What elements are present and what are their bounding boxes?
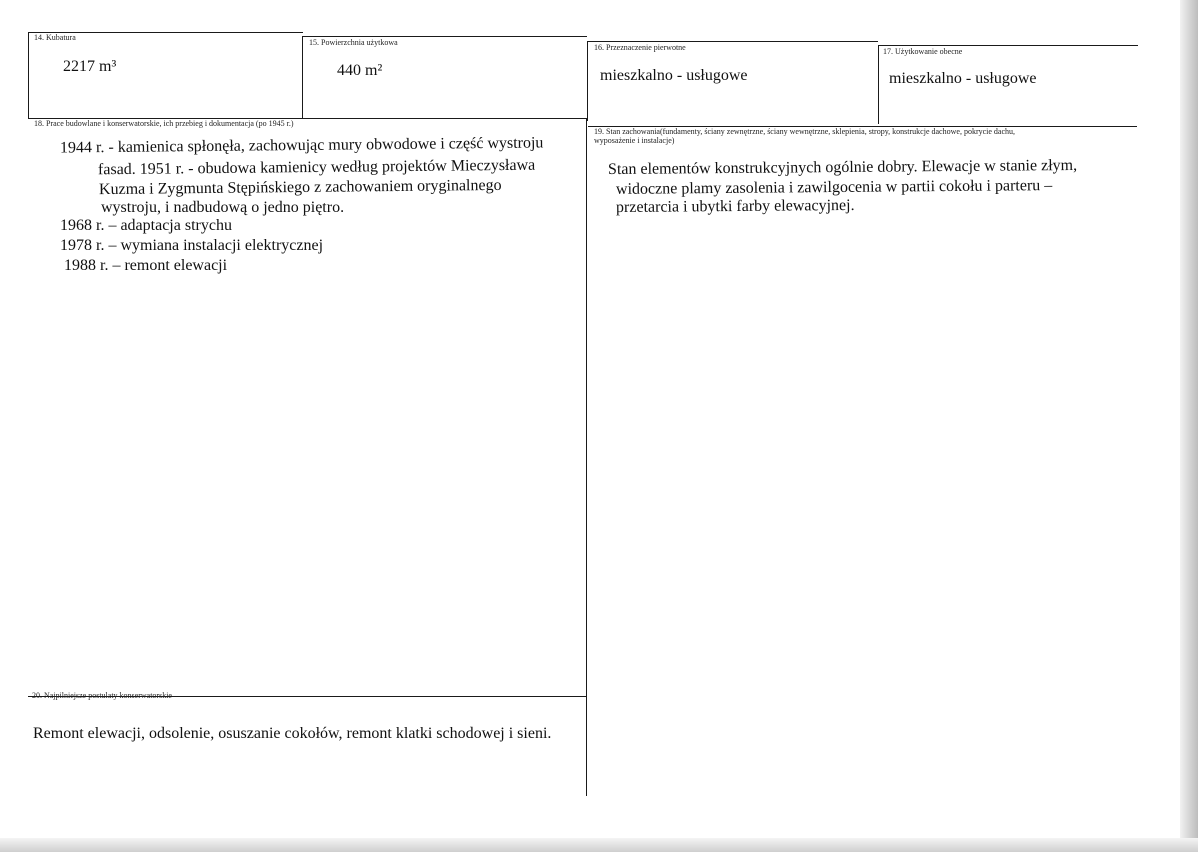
field-15-label: 15. Powierzchnia użytkowa — [309, 38, 398, 47]
rule-divider-f14-f15 — [302, 36, 303, 119]
field-18-line: 1968 r. – adaptacja strychu — [60, 217, 232, 234]
rule-top-f17 — [878, 45, 1138, 46]
field-20-value: Remont elewacji, odsolenie, osuszanie cokołów, remont klatki schodowej i sieni. — [33, 725, 552, 742]
field-19-label-line2: wyposażenie i instalacje) — [594, 136, 675, 145]
field-14-value: 2217 m³ — [63, 58, 117, 75]
rule-divider-f15-f16 — [587, 41, 588, 121]
rule-top-f15 — [303, 36, 587, 37]
field-16-label: 16. Przeznaczenie pierwotne — [594, 43, 686, 52]
field-15-value: 440 m² — [337, 62, 383, 79]
field-16-value: mieszkalno - usługowe — [600, 67, 748, 84]
field-19-line: Stan elementów konstrukcyjnych ogólnie dobry. Elewacje w stanie złym, — [607, 156, 1078, 179]
field-17-label: 17. Użytkowanie obecne — [883, 47, 963, 56]
field-18-label: 18. Prace budowlane i konserwatorskie, ich przebieg i dokumentacja (po 1945 r.) — [34, 119, 294, 128]
rule-top-f16 — [588, 41, 878, 42]
rule-center-divider — [586, 118, 587, 796]
field-18-line: 1944 r. - kamienica spłonęła, zachowując mury obwodowe i część wystroju — [59, 134, 544, 157]
field-18-line: Kuzma i Zygmunta Stępińskiego z zachowaniem oryginalnego — [98, 176, 502, 199]
rule-left-f14 — [28, 32, 29, 119]
field-18-line: fasad. 1951 r. - obudowa kamienicy według projektów Mieczysława — [97, 156, 536, 179]
field-18-line: wystroju, i nadbudową o jedno piętro. — [101, 199, 345, 216]
field-18-line: 1988 r. – remont elewacji — [64, 257, 228, 274]
field-18-line: 1978 r. – wymiana instalacji elektrycznej — [60, 237, 324, 254]
field-17-value: mieszkalno - usługowe — [889, 70, 1037, 87]
field-20-label: 20. Najpilniejsze postulaty konserwatorskie — [32, 691, 172, 700]
field-19-line: przetarcia i ubytki farby elewacyjnej. — [615, 196, 855, 217]
scan-edge-bottom — [0, 838, 1198, 852]
field-19-label-line1: 19. Stan zachowania(fundamenty, ściany zewnętrzne, ściany wewnętrzne, sklepienia, stropy, konstrukcje dachowe, pokrycie dachu, — [594, 127, 1016, 136]
field-19-line: widoczne plamy zasolenia i zawilgocenia w partii cokołu i parteru – — [615, 177, 1053, 198]
scan-edge-right — [1180, 0, 1198, 852]
rule-divider-f16-f17 — [878, 45, 879, 124]
field-14-label: 14. Kubatura — [34, 33, 76, 42]
